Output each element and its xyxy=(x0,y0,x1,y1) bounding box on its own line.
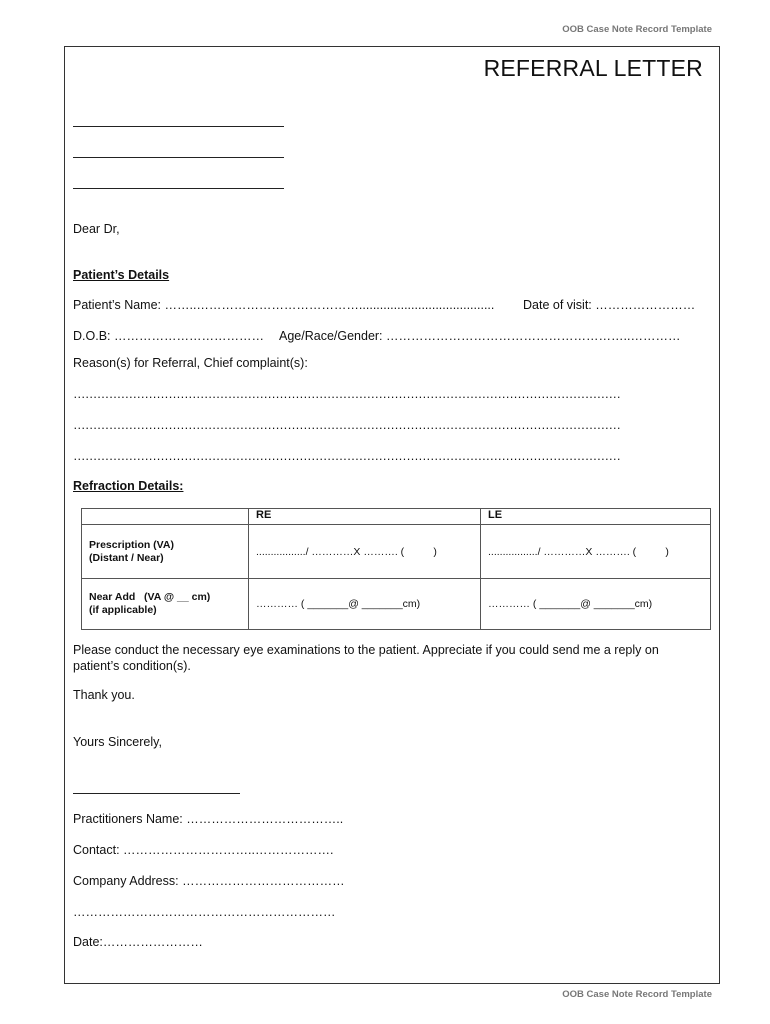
company-address-line2[interactable]: ……………………………………………………… xyxy=(73,905,336,919)
signature-line[interactable] xyxy=(73,793,240,794)
closing-text: Yours Sincerely, xyxy=(73,735,162,749)
table-header-re: RE xyxy=(249,509,481,525)
table-row xyxy=(82,525,711,579)
reason-dotted-line-3[interactable]: ………………………………………………………………………………………………………………………… xyxy=(73,449,621,463)
prescription-re-field[interactable]: ................./ …………X ………. ( ) xyxy=(249,525,481,579)
table-header-row xyxy=(82,509,711,525)
near-add-label-line2: (if applicable) xyxy=(89,604,157,616)
reason-dotted-line-1[interactable]: ………………………………………………………………………………………………………………………… xyxy=(73,387,621,401)
table-header-le: LE xyxy=(481,509,711,525)
header-template-note: OOB Case Note Record Template xyxy=(562,24,712,35)
near-add-re-field[interactable]: ………… ( _______@ _______cm) xyxy=(249,579,481,630)
prescription-le-field[interactable]: ................./ …………X ………. ( ) xyxy=(481,525,711,579)
practitioner-name-field[interactable]: Practitioners Name: ……………………………….. xyxy=(73,812,344,826)
patient-name-field[interactable]: Patient’s Name: ……..…………………………………....................................... xyxy=(73,298,495,312)
age-race-gender-field[interactable]: Age/Race/Gender: …………………………………………………..………… xyxy=(279,329,681,343)
near-add-label-line1: Near Add (VA @ __ cm) xyxy=(89,591,211,603)
thanks-text: Thank you. xyxy=(73,688,135,702)
prescription-label xyxy=(82,525,249,579)
address-line-3[interactable] xyxy=(73,188,284,189)
patient-details-heading: Patient’s Details xyxy=(73,268,170,282)
address-line-1[interactable] xyxy=(73,126,284,127)
greeting: Dear Dr, xyxy=(73,222,120,236)
table-header-blank xyxy=(82,509,249,525)
refraction-details-heading: Refraction Details: xyxy=(73,479,184,493)
reason-dotted-line-2[interactable]: ………………………………………………………………………………………………………………………… xyxy=(73,418,621,432)
near-add-label xyxy=(82,579,249,630)
near-add-le-field[interactable]: ………… ( _______@ _______cm) xyxy=(481,579,711,630)
dob-field[interactable]: D.O.B: ……………………………… xyxy=(73,329,264,343)
date-of-visit-field[interactable]: Date of visit: …………………… xyxy=(523,298,696,312)
page-title: REFERRAL LETTER xyxy=(483,55,703,81)
address-line-2[interactable] xyxy=(73,157,284,158)
referral-reason-label: Reason(s) for Referral, Chief complaint(s): xyxy=(73,356,308,370)
table-row xyxy=(82,579,711,630)
prescription-label-line2: (Distant / Near) xyxy=(89,551,164,564)
company-address-field[interactable]: Company Address: ………………………………… xyxy=(73,874,345,888)
prescription-label-line1: Prescription (VA) xyxy=(89,538,174,551)
refraction-table xyxy=(81,508,711,630)
letter-frame xyxy=(64,46,720,984)
footer-template-note: OOB Case Note Record Template xyxy=(562,989,712,1000)
request-paragraph: Please conduct the necessary eye examinations to the patient. Appreciate if you could send me a reply on patient’s condition(s). xyxy=(73,643,659,673)
contact-field[interactable]: Contact: …………………………..………………. xyxy=(73,843,334,857)
date-field[interactable]: Date:…………………… xyxy=(73,935,203,949)
